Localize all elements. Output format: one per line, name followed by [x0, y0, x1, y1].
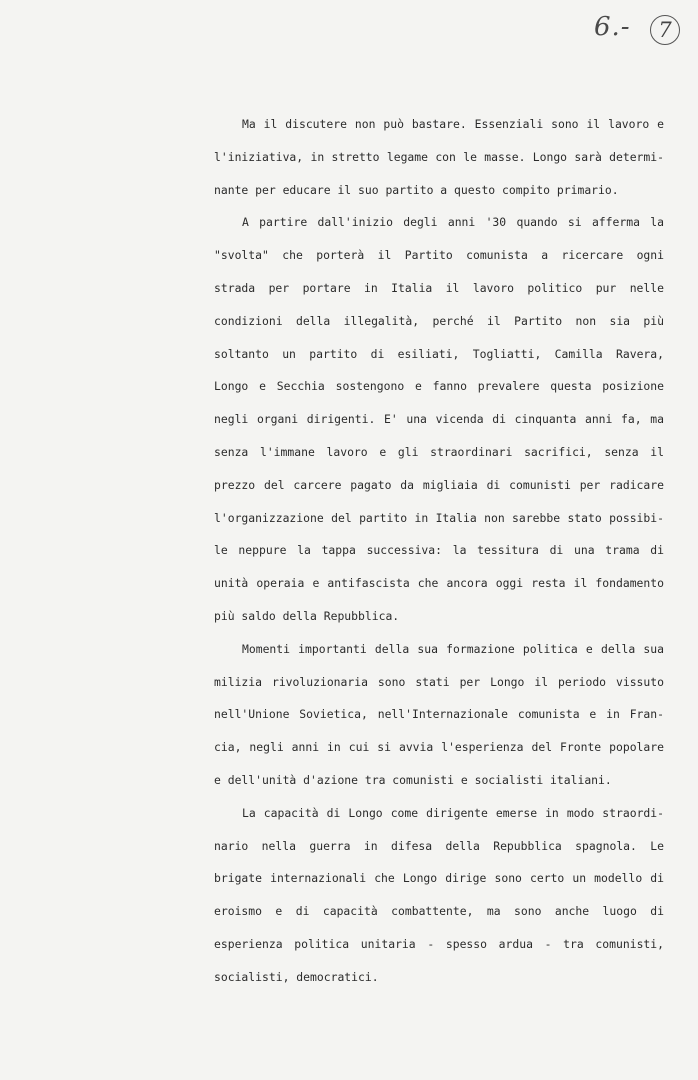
text-line: Momenti importanti della sua formazione politica e della sua	[242, 641, 664, 656]
text-line: eroismo e di capacità combattente, ma sono anche luogo di	[214, 904, 664, 919]
body-text	[214, 108, 664, 994]
paragraph-4	[214, 797, 664, 994]
text-line: l'organizzazione del partito in Italia non sarebbe stato possibi-	[214, 510, 664, 525]
text-line: prezzo del carcere pagato da migliaia di comunisti per radicare	[214, 477, 664, 492]
text-line: cia, negli anni in cui si avvia l'esperienza del Fronte popolare	[214, 740, 664, 755]
text-line: Longo e Secchia sostengono e fanno prevalere questa posizione	[214, 379, 664, 394]
text-line: unità operaia e antifascista che ancora oggi resta il fondamento	[214, 576, 664, 591]
text-line: le neppure la tappa successiva: la tessitura di una trama di	[214, 543, 664, 558]
text-line: socialisti, democratici.	[214, 969, 379, 984]
text-line: più saldo della Repubblica.	[214, 608, 400, 623]
text-line: e dell'unità d'azione tra comunisti e socialisti italiani.	[214, 772, 612, 787]
paragraph-3	[214, 633, 664, 797]
text-line: strada per portare in Italia il lavoro politico pur nelle	[214, 280, 664, 295]
text-line: A partire dall'inizio degli anni '30 quando si afferma la	[242, 215, 664, 230]
text-line: La capacità di Longo come dirigente emerse in modo straordi-	[242, 805, 664, 820]
text-line: "svolta" che porterà il Partito comunista a ricercare ogni	[214, 248, 664, 263]
text-line: negli organi dirigenti. E' una vicenda di cinquanta anni fa, ma	[214, 412, 664, 427]
text-line: nario nella guerra in difesa della Repubblica spagnola. Le	[214, 838, 664, 853]
text-line: nante per educare il suo partito a questo compito primario.	[214, 182, 619, 197]
text-line: senza l'immane lavoro e gli straordinari sacrifici, senza il	[214, 444, 664, 459]
text-line: esperienza politica unitaria - spesso ardua - tra comunisti,	[214, 936, 664, 951]
text-line: Ma il discutere non può bastare. Essenziali sono il lavoro e	[242, 117, 664, 131]
circled-page-number: 7	[650, 15, 680, 45]
text-line: nell'Unione Sovietica, nell'Internazionale comunista e in Fran-	[214, 707, 664, 722]
text-line: milizia rivoluzionaria sono stati per Longo il periodo vissuto	[214, 674, 664, 689]
text-line: soltanto un partito di esiliati, Togliatti, Camilla Ravera,	[214, 346, 664, 361]
paragraph-2	[214, 206, 664, 632]
text-line: condizioni della illegalità, perché il Partito non sia più	[214, 313, 664, 328]
text-line: brigate internazionali che Longo dirige sono certo un modello di	[214, 871, 664, 886]
text-line: l'iniziativa, in stretto legame con le masse. Longo sarà determi-	[214, 149, 664, 164]
handwritten-page-number: 6.-	[594, 12, 631, 42]
paragraph-1	[214, 108, 664, 206]
